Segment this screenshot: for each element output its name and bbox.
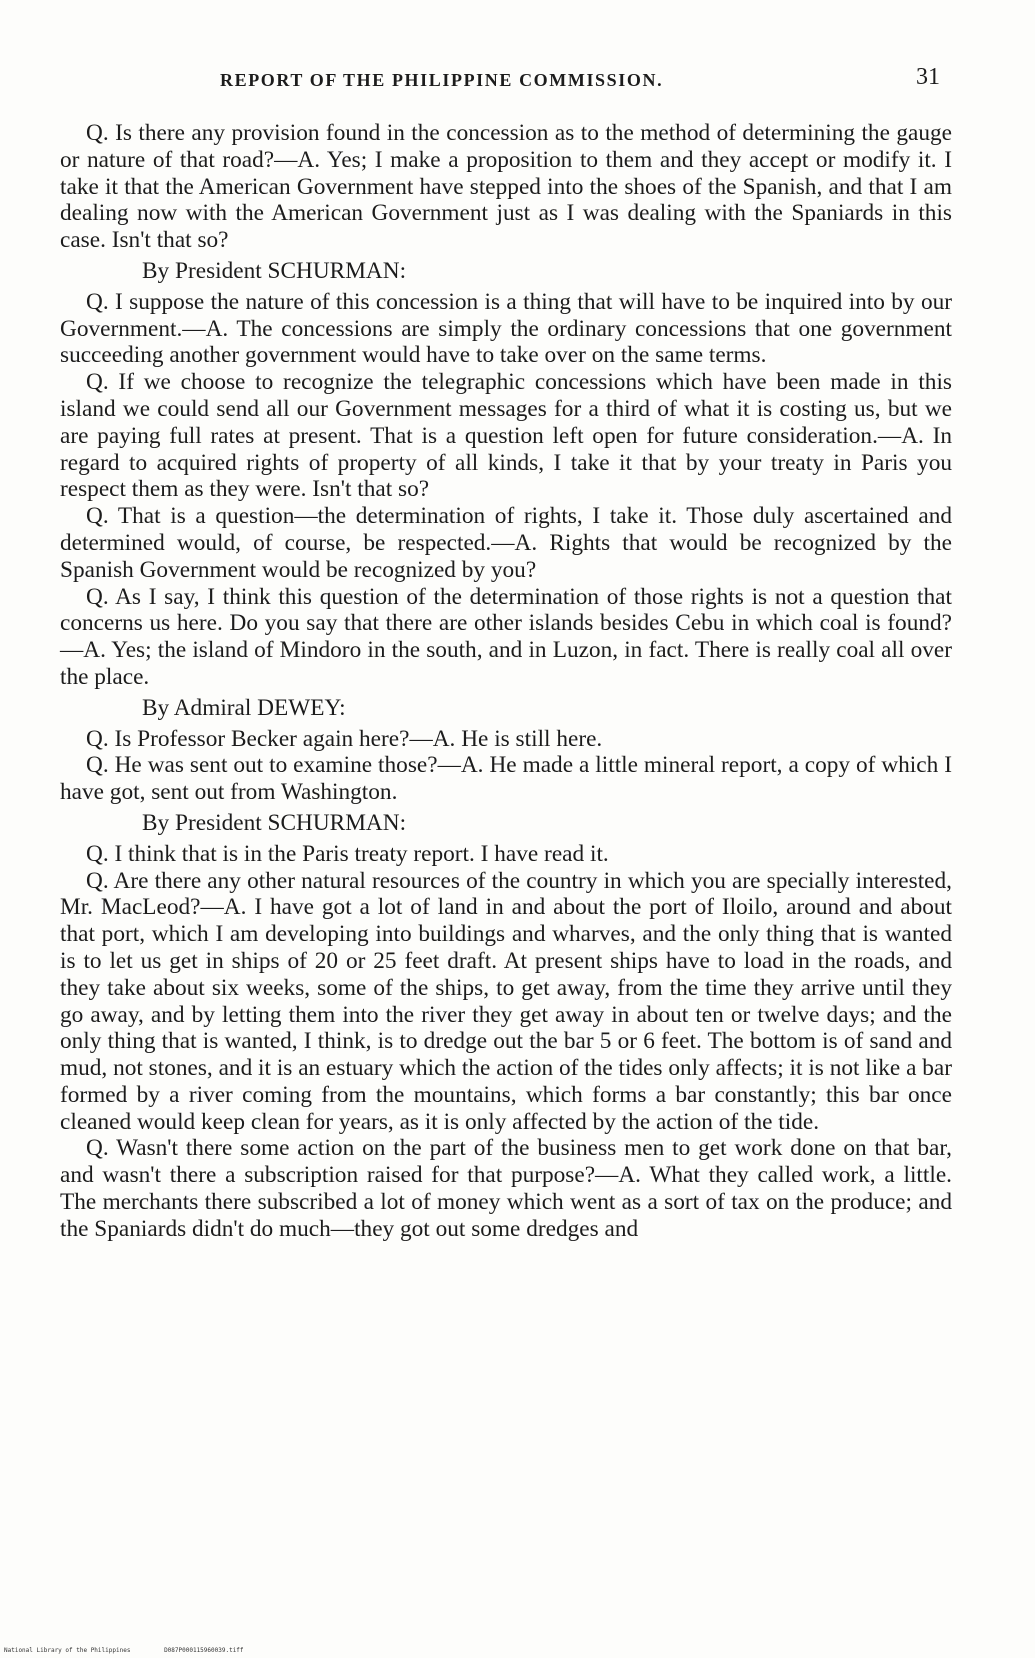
- paragraph: Q. Are there any other natural resources of the country in which you are specially interested, Mr. MacLeod?—A. I have got a lot of land in and about the port of Iloilo, around and about that port, which I am developing into buildings and wharves, and the only thing that is wanted is to let us get in ships of 20 or 25 feet draft. At present ships have to load in the roads, and they take about six weeks, some of the ships, to get away, from the time they arrive until they go away, and by letting them into the river they get away in about ten or twelve days; and the only thing that is wanted, I think, is to dredge out the bar 5 or 6 feet. The bottom is of sand and mud, not stones, and it is an estuary which the action of the tides only affects; it is not like a bar formed by a river coming from the mountains, which forms a bar constantly; this bar once cleaned would keep clean for years, as it is only affected by the action of the tide.: [60, 867, 952, 1135]
- speaker-heading: By President SCHURMAN:: [142, 809, 407, 836]
- paragraph: Q. He was sent out to examine those?—A. He made a little mineral report, a copy of which I have got, sent out from Washington.: [60, 752, 952, 806]
- speaker-heading: By President SCHURMAN:: [142, 257, 407, 284]
- body-text: [60, 120, 952, 1243]
- scan-filename: D087P000115960039.tiff: [164, 1647, 244, 1654]
- paragraph: Q. If we choose to recognize the telegraphic concessions which have been made in this island we could send all our Government messages for a third of what it is costing us, but we are paying full rates at present. That is a question left open for future consideration.—A. In regard to acquired rights of property of all kinds, I take it that by your treaty in Paris you respect them as they were. Isn't that so?: [60, 369, 952, 503]
- speaker-heading: By Admiral DEWEY:: [142, 694, 346, 721]
- page-number: 31: [916, 64, 940, 90]
- paragraph: Q. I think that is in the Paris treaty report. I have read it.: [86, 840, 609, 867]
- paragraph: Q. That is a question—the determination of rights, I take it. Those duly ascertained and determined would, of course, be respected.—A. Rights that would be recognized by the Spanish Government would be recognized by you?: [60, 503, 952, 583]
- paragraph: Q. As I say, I think this question of the determination of those rights is not a question that concerns us here. Do you say that there are other islands besides Cebu in which coal is found?—A. Yes; the island of Mindoro in the south, and in Luzon, in fact. There is really coal all over the place.: [60, 583, 952, 690]
- library-credit: National Library of the Philippines: [4, 1647, 131, 1654]
- running-title: REPORT OF THE PHILIPPINE COMMISSION.: [220, 70, 664, 90]
- paragraph: Q. Is there any provision found in the concession as to the method of determining the gauge or nature of that road?—A. Yes; I make a proposition to them and they accept or modify it. I take it that the American Government have stepped into the shoes of the Spanish, and that I am dealing now with the American Government just as I was dealing with the Spaniards in this case. Isn't that so?: [60, 120, 952, 254]
- page-header: [90, 64, 940, 94]
- paragraph: Q. I suppose the nature of this concession is a thing that will have to be inquired into by our Government.—A. The concessions are simply the ordinary concessions that one government succeeding another government would have to take over on the same terms.: [60, 288, 952, 369]
- paragraph: Q. Is Professor Becker again here?—A. He is still here.: [86, 725, 603, 752]
- scan-footer: [4, 1647, 244, 1654]
- paragraph: Q. Wasn't there some action on the part of the business men to get work done on that bar, and wasn't there a subscription raised for that purpose?—A. What they called work, a little. The merchants there subscribed a lot of money which went as a sort of tax on the produce; and the Spaniards didn't do much—they got out some dredges and: [60, 1135, 952, 1242]
